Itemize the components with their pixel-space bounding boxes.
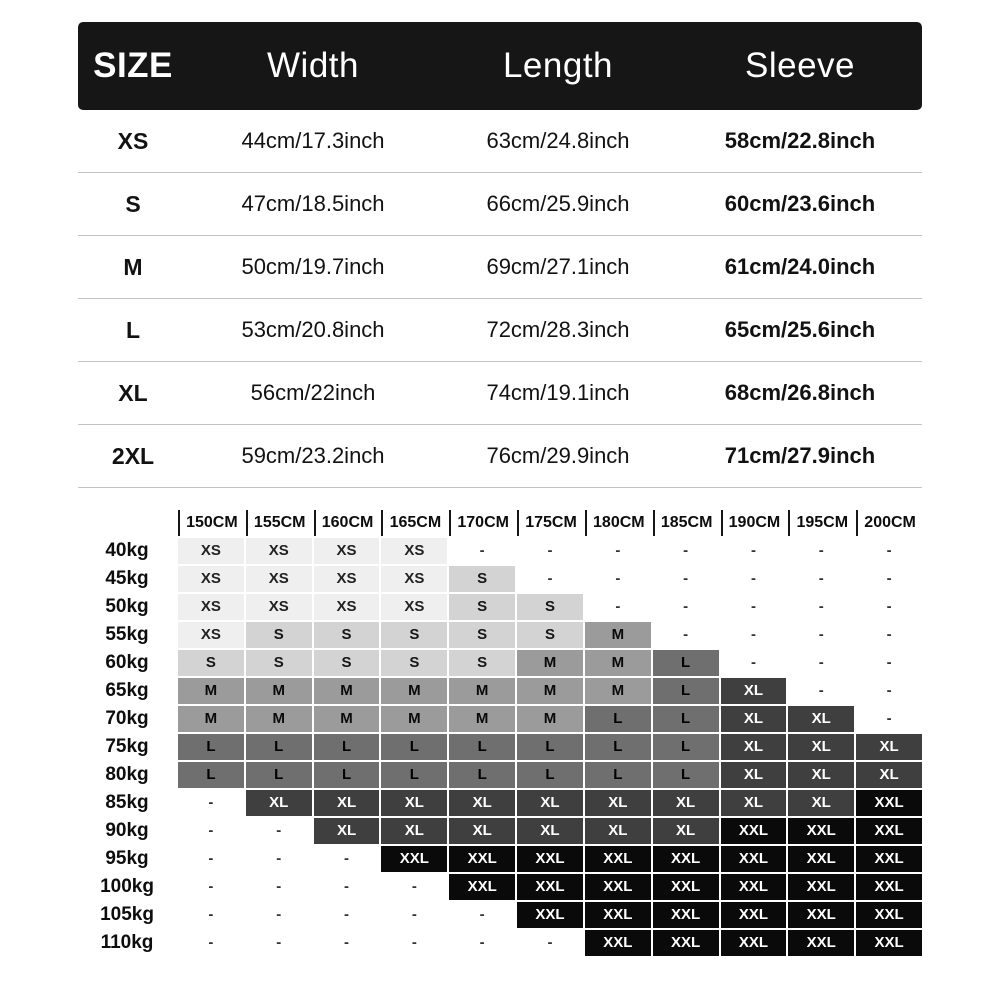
fit-cell: - bbox=[856, 538, 922, 564]
size-label: XL bbox=[118, 379, 148, 406]
fit-cell: - bbox=[721, 566, 787, 592]
size-table bbox=[78, 22, 922, 488]
fit-cell: XL bbox=[788, 734, 854, 760]
fit-cell: L bbox=[653, 706, 719, 732]
fit-cell: XS bbox=[381, 566, 447, 592]
sleeve-value: 58cm/22.8inch bbox=[724, 128, 876, 153]
weight-label: 105kg bbox=[100, 904, 154, 925]
fit-cell: - bbox=[381, 874, 447, 900]
fit-cell: - bbox=[721, 594, 787, 620]
fit-cell: XS bbox=[381, 594, 447, 620]
height-header: 155CM bbox=[246, 510, 312, 536]
fit-cell: XXL bbox=[517, 902, 583, 928]
fit-cell: XL bbox=[856, 734, 922, 760]
size-table-header-size: SIZE bbox=[93, 46, 173, 85]
fit-cell: L bbox=[381, 734, 447, 760]
fit-cell: XXL bbox=[856, 930, 922, 956]
fit-cell: L bbox=[653, 678, 719, 704]
fit-cell: L bbox=[653, 650, 719, 676]
fit-cell: XS bbox=[178, 622, 244, 648]
width-value: 47cm/18.5inch bbox=[241, 191, 385, 216]
length-value: 69cm/27.1inch bbox=[486, 254, 630, 279]
size-table-row bbox=[78, 236, 922, 299]
weight-label: 95kg bbox=[105, 848, 149, 869]
size-table-body bbox=[78, 110, 922, 488]
fit-cell: XXL bbox=[856, 790, 922, 816]
size-label: 2XL bbox=[111, 442, 155, 469]
height-header: 190CM bbox=[721, 510, 787, 536]
width-value: 53cm/20.8inch bbox=[241, 317, 385, 342]
fit-cell: - bbox=[856, 650, 922, 676]
fit-cell: XL bbox=[653, 790, 719, 816]
width-value: 44cm/17.3inch bbox=[241, 128, 385, 153]
fit-cell: XS bbox=[314, 538, 380, 564]
fit-cell: - bbox=[788, 538, 854, 564]
fit-cell: - bbox=[585, 538, 651, 564]
sleeve-value: 61cm/24.0inch bbox=[724, 254, 876, 279]
weight-label: 65kg bbox=[105, 680, 149, 701]
fit-cell: - bbox=[178, 790, 244, 816]
weight-label: 100kg bbox=[100, 876, 154, 897]
fit-cell: S bbox=[449, 622, 515, 648]
fit-cell: - bbox=[653, 622, 719, 648]
fit-cell: XS bbox=[246, 538, 312, 564]
fit-cell: XS bbox=[381, 538, 447, 564]
fit-cell: - bbox=[517, 930, 583, 956]
fit-cell: M bbox=[585, 678, 651, 704]
width-value: 59cm/23.2inch bbox=[241, 443, 385, 468]
size-table-row bbox=[78, 299, 922, 362]
fit-cell: XXL bbox=[788, 930, 854, 956]
fit-cell: S bbox=[449, 650, 515, 676]
fit-cell: L bbox=[381, 762, 447, 788]
fit-cell: XXL bbox=[585, 874, 651, 900]
fit-cell: - bbox=[856, 678, 922, 704]
fit-cell: M bbox=[314, 678, 380, 704]
fit-cell: XXL bbox=[517, 846, 583, 872]
fit-cell: - bbox=[788, 622, 854, 648]
fit-cell: - bbox=[856, 566, 922, 592]
fit-cell: XXL bbox=[585, 902, 651, 928]
fit-cell: M bbox=[517, 706, 583, 732]
fit-cell: - bbox=[856, 622, 922, 648]
fit-cell: - bbox=[246, 930, 312, 956]
fit-cell: XXL bbox=[788, 846, 854, 872]
fit-cell: XXL bbox=[449, 846, 515, 872]
fit-cell: - bbox=[585, 566, 651, 592]
fit-cell: - bbox=[314, 846, 380, 872]
fit-cell: XL bbox=[585, 790, 651, 816]
fit-cell: - bbox=[788, 650, 854, 676]
sleeve-value: 60cm/23.6inch bbox=[724, 191, 876, 216]
fit-cell: - bbox=[653, 566, 719, 592]
weight-label: 45kg bbox=[105, 568, 149, 589]
length-value: 63cm/24.8inch bbox=[486, 128, 630, 153]
fit-cell: - bbox=[178, 930, 244, 956]
fit-cell: - bbox=[449, 930, 515, 956]
fit-cell: - bbox=[788, 566, 854, 592]
weight-label: 90kg bbox=[105, 820, 149, 841]
fit-cell: XXL bbox=[788, 818, 854, 844]
fit-cell: - bbox=[788, 594, 854, 620]
fit-cell: XS bbox=[246, 594, 312, 620]
fit-cell: M bbox=[314, 706, 380, 732]
height-header: 150CM bbox=[178, 510, 244, 536]
fit-table bbox=[78, 510, 922, 956]
fit-cell: - bbox=[178, 818, 244, 844]
fit-cell: - bbox=[449, 902, 515, 928]
fit-cell: XXL bbox=[856, 874, 922, 900]
length-value: 74cm/19.1inch bbox=[486, 380, 630, 405]
length-value: 76cm/29.9inch bbox=[486, 443, 630, 468]
fit-cell: XL bbox=[585, 818, 651, 844]
fit-cell: L bbox=[585, 706, 651, 732]
fit-cell: S bbox=[246, 650, 312, 676]
weight-label: 40kg bbox=[105, 540, 149, 561]
fit-cell: - bbox=[653, 538, 719, 564]
fit-cell: XL bbox=[449, 790, 515, 816]
fit-cell: L bbox=[449, 734, 515, 760]
fit-cell: XXL bbox=[721, 874, 787, 900]
fit-cell: - bbox=[246, 902, 312, 928]
fit-cell: - bbox=[788, 678, 854, 704]
fit-cell: XL bbox=[856, 762, 922, 788]
fit-cell: S bbox=[381, 622, 447, 648]
fit-cell: XXL bbox=[449, 874, 515, 900]
fit-cell: L bbox=[178, 734, 244, 760]
fit-cell: XXL bbox=[856, 818, 922, 844]
fit-cell: XXL bbox=[585, 930, 651, 956]
fit-cell: M bbox=[381, 706, 447, 732]
fit-cell: - bbox=[246, 818, 312, 844]
fit-cell: XXL bbox=[788, 874, 854, 900]
fit-cell: XS bbox=[314, 594, 380, 620]
fit-cell: - bbox=[653, 594, 719, 620]
fit-cell: S bbox=[314, 622, 380, 648]
fit-cell: S bbox=[381, 650, 447, 676]
fit-cell: XL bbox=[721, 706, 787, 732]
height-header: 165CM bbox=[381, 510, 447, 536]
size-label: XS bbox=[117, 127, 149, 154]
fit-cell: XXL bbox=[856, 846, 922, 872]
fit-cell: - bbox=[381, 902, 447, 928]
fit-cell: XXL bbox=[585, 846, 651, 872]
fit-cell: XS bbox=[178, 594, 244, 620]
fit-cell: - bbox=[856, 594, 922, 620]
size-table-row bbox=[78, 425, 922, 488]
fit-cell: XL bbox=[517, 818, 583, 844]
fit-cell: XS bbox=[314, 566, 380, 592]
fit-cell: - bbox=[381, 930, 447, 956]
fit-cell: XL bbox=[721, 734, 787, 760]
fit-cell: - bbox=[721, 538, 787, 564]
fit-cell: XXL bbox=[653, 930, 719, 956]
fit-cell: L bbox=[517, 762, 583, 788]
fit-cell: XXL bbox=[788, 902, 854, 928]
fit-cell: XL bbox=[653, 818, 719, 844]
fit-cell: XL bbox=[517, 790, 583, 816]
height-header: 180CM bbox=[585, 510, 651, 536]
weight-label: 110kg bbox=[100, 932, 154, 953]
fit-cell: XXL bbox=[721, 902, 787, 928]
fit-cell: XXL bbox=[517, 874, 583, 900]
fit-cell: XXL bbox=[721, 846, 787, 872]
fit-cell: - bbox=[246, 874, 312, 900]
fit-cell: L bbox=[653, 762, 719, 788]
fit-cell: M bbox=[178, 706, 244, 732]
weight-label: 50kg bbox=[105, 596, 149, 617]
fit-cell: S bbox=[314, 650, 380, 676]
fit-cell: - bbox=[314, 902, 380, 928]
weight-label: 55kg bbox=[105, 624, 149, 645]
size-label: M bbox=[123, 253, 143, 280]
size-table-header-width: Width bbox=[267, 46, 359, 85]
fit-cell: XL bbox=[381, 790, 447, 816]
fit-cell: XL bbox=[314, 818, 380, 844]
fit-cell: - bbox=[517, 538, 583, 564]
fit-cell: - bbox=[246, 846, 312, 872]
fit-cell: - bbox=[314, 874, 380, 900]
fit-cell: L bbox=[314, 762, 380, 788]
sleeve-value: 65cm/25.6inch bbox=[724, 317, 876, 342]
fit-cell: S bbox=[246, 622, 312, 648]
fit-cell: M bbox=[449, 678, 515, 704]
fit-cell: XL bbox=[381, 818, 447, 844]
width-value: 56cm/22inch bbox=[250, 380, 376, 405]
fit-cell: S bbox=[449, 594, 515, 620]
fit-cell: - bbox=[178, 902, 244, 928]
fit-cell: XXL bbox=[721, 818, 787, 844]
size-table-row bbox=[78, 110, 922, 173]
fit-cell: XL bbox=[314, 790, 380, 816]
fit-cell: - bbox=[721, 650, 787, 676]
fit-cell: M bbox=[517, 650, 583, 676]
height-header: 170CM bbox=[449, 510, 515, 536]
fit-cell: XL bbox=[721, 678, 787, 704]
fit-cell: S bbox=[449, 566, 515, 592]
fit-cell: XL bbox=[246, 790, 312, 816]
fit-cell: S bbox=[178, 650, 244, 676]
size-table-header bbox=[78, 22, 922, 110]
fit-cell: M bbox=[246, 678, 312, 704]
weight-label: 70kg bbox=[105, 708, 149, 729]
fit-cell: - bbox=[178, 874, 244, 900]
fit-cell: XL bbox=[449, 818, 515, 844]
size-table-row bbox=[78, 362, 922, 425]
fit-cell: L bbox=[653, 734, 719, 760]
fit-cell: XXL bbox=[653, 874, 719, 900]
height-header: 200CM bbox=[856, 510, 922, 536]
fit-cell: - bbox=[517, 566, 583, 592]
fit-cell: M bbox=[449, 706, 515, 732]
fit-cell: - bbox=[178, 846, 244, 872]
fit-cell: L bbox=[585, 734, 651, 760]
fit-cell: XXL bbox=[721, 930, 787, 956]
length-value: 72cm/28.3inch bbox=[486, 317, 630, 342]
fit-cell: XS bbox=[178, 566, 244, 592]
fit-cell: XXL bbox=[653, 846, 719, 872]
weight-label: 80kg bbox=[105, 764, 149, 785]
size-label: S bbox=[125, 190, 141, 217]
fit-cell: S bbox=[517, 594, 583, 620]
fit-cell: M bbox=[517, 678, 583, 704]
fit-cell: - bbox=[314, 930, 380, 956]
fit-cell: L bbox=[178, 762, 244, 788]
fit-cell: M bbox=[246, 706, 312, 732]
height-header: 195CM bbox=[788, 510, 854, 536]
fit-cell: XXL bbox=[856, 902, 922, 928]
fit-cell: XS bbox=[178, 538, 244, 564]
fit-cell: - bbox=[585, 594, 651, 620]
length-value: 66cm/25.9inch bbox=[486, 191, 630, 216]
fit-cell: XL bbox=[721, 790, 787, 816]
fit-cell: L bbox=[449, 762, 515, 788]
height-header: 185CM bbox=[653, 510, 719, 536]
fit-cell: M bbox=[381, 678, 447, 704]
weight-label: 60kg bbox=[105, 652, 149, 673]
width-value: 50cm/19.7inch bbox=[241, 254, 385, 279]
fit-cell: XL bbox=[721, 762, 787, 788]
fit-cell: L bbox=[246, 762, 312, 788]
fit-cell: XL bbox=[788, 762, 854, 788]
fit-table-corner bbox=[78, 510, 176, 536]
size-label: L bbox=[125, 316, 141, 343]
fit-cell: - bbox=[449, 538, 515, 564]
size-table-row bbox=[78, 173, 922, 236]
fit-cell: L bbox=[517, 734, 583, 760]
fit-cell: L bbox=[246, 734, 312, 760]
size-table-header-sleeve: Sleeve bbox=[744, 46, 856, 85]
fit-cell: XXL bbox=[381, 846, 447, 872]
fit-cell: M bbox=[178, 678, 244, 704]
fit-cell: - bbox=[856, 706, 922, 732]
fit-cell: L bbox=[314, 734, 380, 760]
fit-cell: S bbox=[517, 622, 583, 648]
weight-label: 75kg bbox=[105, 736, 149, 757]
fit-cell: XL bbox=[788, 706, 854, 732]
height-header: 160CM bbox=[314, 510, 380, 536]
sleeve-value: 68cm/26.8inch bbox=[724, 380, 876, 405]
fit-cell: M bbox=[585, 650, 651, 676]
fit-cell: XL bbox=[788, 790, 854, 816]
fit-cell: L bbox=[585, 762, 651, 788]
fit-cell: XXL bbox=[653, 902, 719, 928]
fit-cell: - bbox=[721, 622, 787, 648]
fit-cell: M bbox=[585, 622, 651, 648]
fit-cell: XS bbox=[246, 566, 312, 592]
height-header: 175CM bbox=[517, 510, 583, 536]
weight-label: 85kg bbox=[105, 792, 149, 813]
sleeve-value: 71cm/27.9inch bbox=[724, 443, 876, 468]
size-table-header-length: Length bbox=[502, 46, 614, 85]
